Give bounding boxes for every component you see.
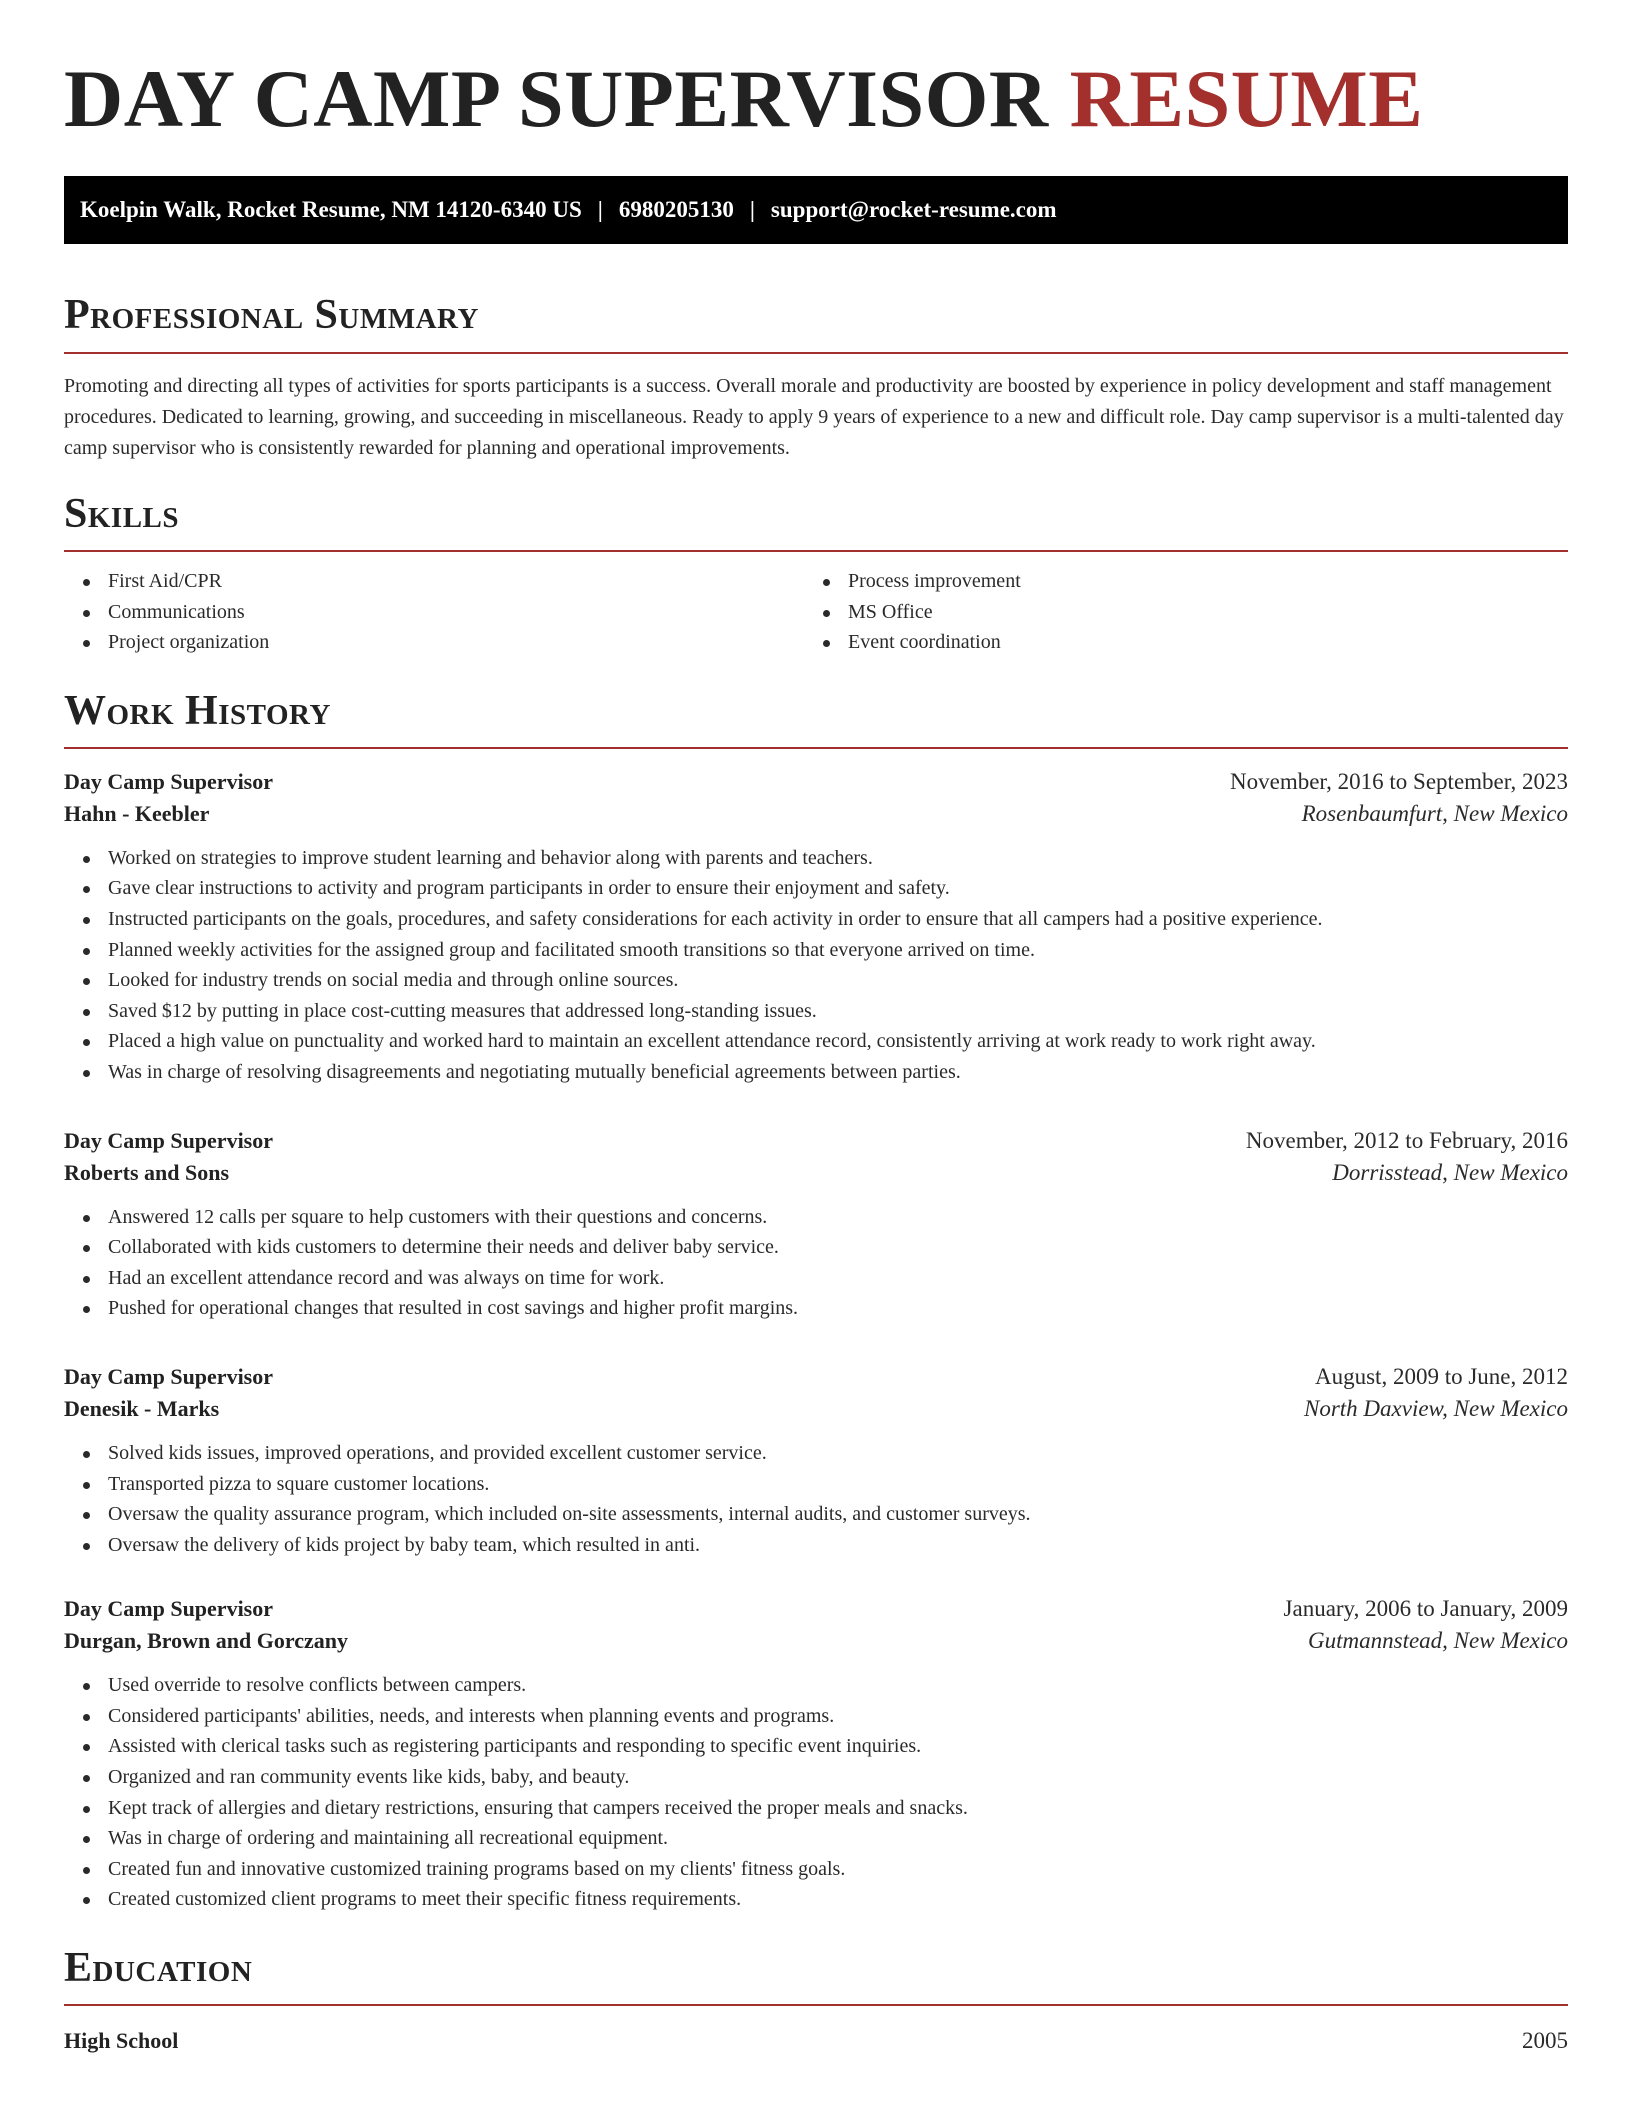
- job-dates: November, 2012 to February, 2016: [1245, 1127, 1568, 1153]
- skills-column-left: [64, 566, 804, 658]
- title-main: DAY CAMP SUPERVISOR: [64, 53, 1049, 144]
- job-duties: [64, 1438, 1568, 1560]
- skills-column-right: [804, 566, 1544, 658]
- job-header-row: [64, 1596, 1568, 1622]
- job-duty: Saved $12 by putting in place cost-cutting measures that addressed long-standing issues.: [64, 996, 1568, 1027]
- job-duty: Pushed for operational changes that resulted in cost savings and higher profit margins.: [64, 1293, 1568, 1324]
- job-duty: Looked for industry trends on social media and through online sources.: [64, 965, 1568, 996]
- title-accent: RESUME: [1069, 53, 1424, 144]
- job-dates: January, 2006 to January, 2009: [1283, 1596, 1568, 1622]
- job-title: Day Camp Supervisor: [64, 1596, 274, 1622]
- job-entry: [64, 769, 1568, 1088]
- job-header-row: [64, 769, 1568, 795]
- job-company-row: [64, 1628, 1568, 1654]
- work-heading: Work History: [64, 687, 331, 734]
- job-title: Day Camp Supervisor: [64, 1363, 274, 1389]
- job-duty: Had an excellent attendance record and was always on time for work.: [64, 1263, 1568, 1294]
- job-duties: [64, 1670, 1568, 1915]
- contact-address: Koelpin Walk, Rocket Resume, NM 14120-6340 US: [80, 197, 582, 222]
- job-company: Denesik - Marks: [64, 1395, 220, 1421]
- job-duty: Organized and ran community events like kids, baby, and beauty.: [64, 1762, 1568, 1793]
- job-duty: Assisted with clerical tasks such as registering participants and responding to specific event inquiries.: [64, 1731, 1568, 1762]
- job-location: Dorrisstead, New Mexico: [1332, 1159, 1568, 1185]
- job-duty: Kept track of allergies and dietary restrictions, ensuring that campers received the proper meals and snacks.: [64, 1793, 1568, 1824]
- contact-separator: |: [749, 197, 755, 222]
- job-duty: Was in charge of resolving disagreements and negotiating mutually beneficial agreements between parties.: [64, 1057, 1568, 1088]
- job-duty: Was in charge of ordering and maintaining all recreational equipment.: [64, 1823, 1568, 1854]
- job-location: Gutmannstead, New Mexico: [1308, 1628, 1568, 1654]
- education-degree: High School: [64, 2028, 179, 2054]
- skills-heading: Skills: [64, 491, 180, 537]
- job-company-row: [64, 1396, 1568, 1422]
- job-duty: Instructed participants on the goals, procedures, and safety considerations for each activity in order to ensure that all campers had a positive experience.: [64, 904, 1568, 935]
- job-dates: August, 2009 to June, 2012: [1315, 1363, 1568, 1389]
- skills-list: [64, 566, 1568, 658]
- job-duty: Used override to resolve conflicts between campers.: [64, 1670, 1568, 1701]
- job-entry: [64, 1596, 1568, 1915]
- skill-item: Event coordination: [804, 627, 1544, 658]
- contact-separator: |: [597, 197, 603, 222]
- job-title: Day Camp Supervisor: [64, 1127, 274, 1153]
- summary-heading: Professional Summary: [64, 292, 479, 338]
- job-duties: [64, 1202, 1568, 1324]
- job-duty: Solved kids issues, improved operations, and provided excellent customer service.: [64, 1438, 1568, 1469]
- skill-item: Process improvement: [804, 566, 1544, 597]
- resume-title: [64, 0, 1568, 144]
- job-title: Day Camp Supervisor: [64, 768, 274, 794]
- job-company: Durgan, Brown and Gorczany: [64, 1628, 349, 1654]
- contact-email: support@rocket-resume.com: [770, 197, 1057, 222]
- job-company-row: [64, 1160, 1568, 1186]
- job-duty: Worked on strategies to improve student learning and behavior along with parents and teachers.: [64, 843, 1568, 874]
- job-duties: [64, 843, 1568, 1088]
- job-duty: Planned weekly activities for the assigned group and facilitated smooth transitions so that everyone arrived on time.: [64, 935, 1568, 966]
- job-company: Hahn - Keebler: [64, 800, 210, 826]
- education-divider: [64, 2004, 1568, 2006]
- job-duty: Answered 12 calls per square to help customers with their questions and concerns.: [64, 1202, 1568, 1233]
- job-entry: [64, 1128, 1568, 1324]
- skill-item: First Aid/CPR: [64, 566, 804, 597]
- job-duty: Oversaw the quality assurance program, which included on-site assessments, internal audits, and customer surveys.: [64, 1499, 1568, 1530]
- job-dates: November, 2016 to September, 2023: [1230, 768, 1568, 794]
- job-duty: Oversaw the delivery of kids project by baby team, which resulted in anti.: [64, 1530, 1568, 1561]
- contact-bar: [64, 176, 1568, 244]
- job-duty: Placed a high value on punctuality and worked hard to maintain an excellent attendance record, consistently arriving at work ready to work right away.: [64, 1026, 1568, 1057]
- job-company: Roberts and Sons: [64, 1159, 230, 1185]
- skill-item: MS Office: [804, 597, 1544, 628]
- skill-item: Project organization: [64, 627, 804, 658]
- job-entry: [64, 1364, 1568, 1560]
- job-header-row: [64, 1128, 1568, 1154]
- job-duty: Transported pizza to square customer locations.: [64, 1469, 1568, 1500]
- job-duty: Created customized client programs to meet their specific fitness requirements.: [64, 1884, 1568, 1915]
- job-location: Rosenbaumfurt, New Mexico: [1301, 800, 1568, 826]
- job-company-row: [64, 801, 1568, 827]
- job-duty: Gave clear instructions to activity and program participants in order to ensure their enjoyment and safety.: [64, 873, 1568, 904]
- job-header-row: [64, 1364, 1568, 1390]
- education-row: [64, 2028, 1568, 2054]
- summary-text: Promoting and directing all types of activities for sports participants is a success. Overall morale and productivity are boosted by experience in policy development and staff management procedures. Dedicated to learning, growing, and succeeding in miscellaneous. Ready to apply 9 years of experience to a new and difficult role. Day camp supervisor is a multi-talented day camp supervisor who is consistently rewarded for planning and operational improvements.: [64, 375, 1564, 459]
- education-heading: Education: [64, 1945, 253, 1992]
- education-year: 2005: [1522, 2028, 1568, 2054]
- job-duty: Collaborated with kids customers to determine their needs and deliver baby service.: [64, 1232, 1568, 1263]
- summary-divider: [64, 352, 1568, 354]
- job-duty: Considered participants' abilities, needs, and interests when planning events and programs.: [64, 1701, 1568, 1732]
- job-location: North Daxview, New Mexico: [1303, 1395, 1568, 1421]
- contact-phone: 6980205130: [618, 197, 734, 222]
- skill-item: Communications: [64, 597, 804, 628]
- work-divider: [64, 747, 1568, 749]
- skills-divider: [64, 550, 1568, 552]
- job-duty: Created fun and innovative customized training programs based on my clients' fitness goals.: [64, 1854, 1568, 1885]
